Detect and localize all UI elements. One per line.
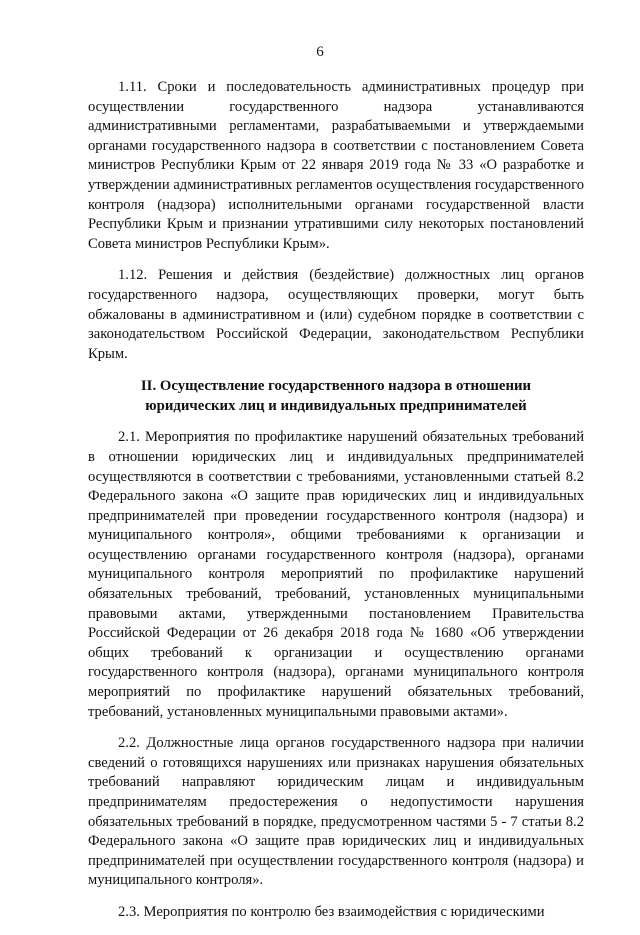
section-heading (88, 376, 584, 416)
section-heading-line-1: II. Осуществление государственного надзора в отношении (140, 378, 532, 395)
document-body (88, 78, 584, 935)
paragraph-2-3: 2.3. Мероприятия по контролю без взаимодействия с юридическими (118, 903, 545, 920)
paragraph-1-12: 1.12. Решения и действия (бездействие) должностных лиц органов государственного надзора, осуществляющих проверки, могут быть обжалованы в административном и (или) судебном порядке в соответствии с законодательством Российской Федерации, законодательством Республики Крым. (88, 267, 584, 362)
page-number: 6 (316, 44, 324, 60)
paragraph-2-2: 2.2. Должностные лица органов государственного надзора при наличии сведений о готовящихся нарушениях или признаках нарушения обязательных требований направляют юридическим лицам и индивидуальным предпринимателям предостережения о недопустимости нарушения обязательных требований в порядке, предусмотренном частями 5 - 7 статьи 8.2 Федерального закона «О защите прав юридических лиц и индивидуальных предпринимателей при осуществлении государственного контроля (надзора) и муниципального контроля». (88, 735, 584, 889)
section-heading-line-2: юридических лиц и индивидуальных предпринимателей (145, 398, 527, 415)
paragraph-1-11: 1.11. Сроки и последовательность административных процедур при осуществлении государственного надзора устанавливаются административными регламентами, разрабатываемыми и утверждаемыми органами государственного надзора в соответствии с постановлением Совета министров Республики Крым от 22 января 2019 года № 33 «О разработке и утверждении административных регламентов осуществления государственного контроля (надзора) исполнительными органами государственной власти Республики Крым и признании утратившими силу некоторых постановлений Совета министров Республики Крым». (88, 79, 585, 252)
paragraph-2-1: 2.1. Мероприятия по профилактике нарушений обязательных требований в отношении юридических лиц и индивидуальных предпринимателей осуществляются в соответствии с требованиями, установленными статьей 8.2 Федерального закона «О защите прав юридических лиц и индивидуальных предпринимателей при проведении государственного контроля (надзора) и муниципального контроля», общими требованиями к организации и осуществлению органами государственного контроля (надзора), органами муниципального контроля мероприятий по профилактике нарушений обязательных требований, требований, установленных муниципальными правовыми актами, утвержденными постановлением Правительства Российской Федерации от 26 декабря 2018 года № 1680 «Об утверждении общих требований к организации и осуществлению органами государственного контроля (надзора), органами муниципального контроля мероприятий по профилактике нарушений обязательных требований, требований, установленных муниципальными правовыми актами». (88, 429, 584, 720)
